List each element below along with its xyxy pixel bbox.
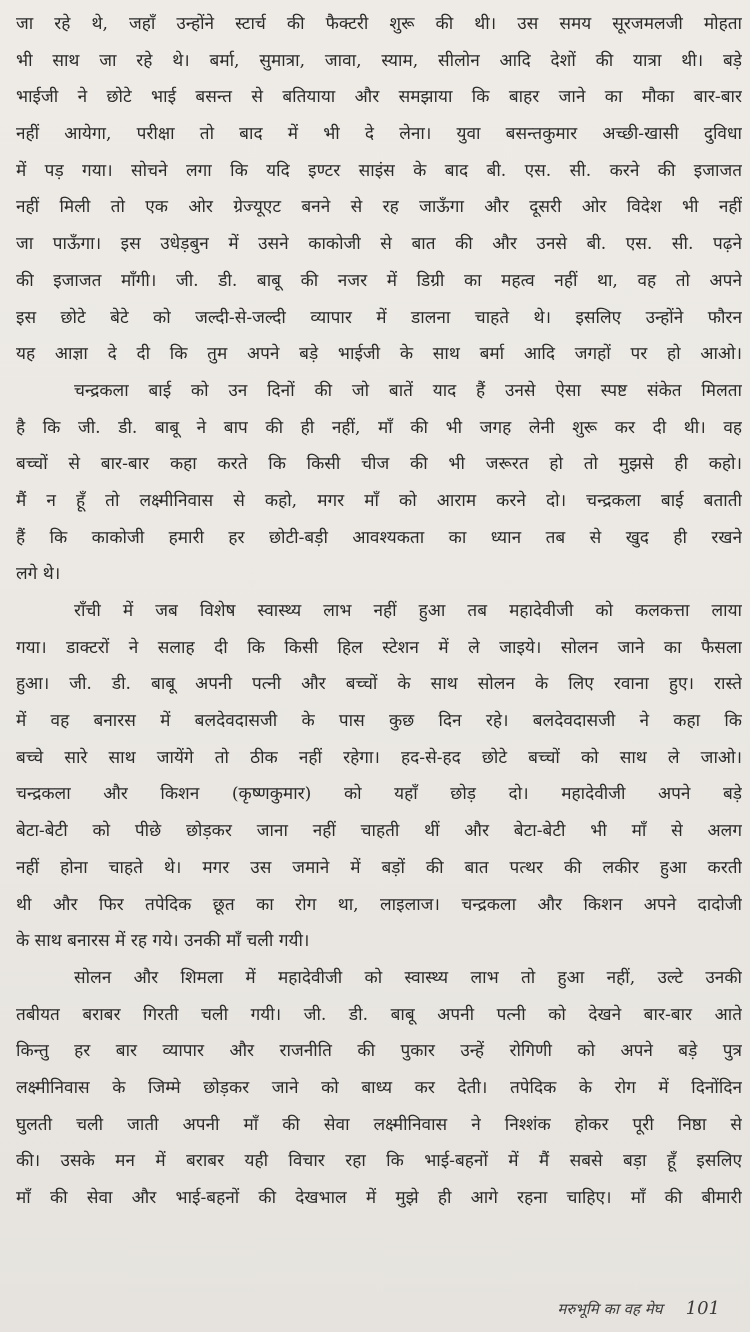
text-line: में वह बनारस में बलदेवदासजी के पास कुछ दिन रहे। बलदेवदासजी ने कहा कि — [16, 711, 742, 732]
page-footer — [557, 1298, 720, 1319]
text-line: माँ की सेवा और भाई-बहनों की देखभाल में मुझे ही आगे रहना चाहिए। माँ की बीमारी — [16, 1188, 742, 1208]
text-line: मैं न हूँ तो लक्ष्मीनिवास से कहो, मगर माँ को आराम करने दो। चन्द्रकला बाई बताती — [16, 490, 742, 511]
text-line: की इजाजत माँगी। जी. डी. बाबू की नजर में डिग्री का महत्व नहीं था, वह तो अपने — [16, 270, 742, 291]
text-line: घुलती चली जाती अपनी माँ की सेवा लक्ष्मीनिवास ने निश्शंक होकर पूरी निष्ठा से — [16, 1114, 742, 1135]
text-line: की। उसके मन में बराबर यही विचार रहा कि भाई-बहनों में मैं सबसे बड़ा हूँ इसलिए — [16, 1151, 742, 1172]
running-head: मरुभूमि का वह मेघ — [557, 1300, 663, 1318]
paragraph — [16, 960, 742, 1217]
text-line: बच्चे सारे साथ जायेंगे तो ठीक नहीं रहेगा। हद-से-हद छोटे बच्चों को साथ ले जाओ। — [16, 747, 742, 768]
text-line: गया। डाक्टरों ने सलाह दी कि किसी हिल स्टेशन में ले जाइये। सोलन जाने का फैसला — [16, 637, 742, 658]
text-line: हैं कि काकोजी हमारी हर छोटी-बड़ी आवश्यकता का ध्यान तब से खुद ही रखने — [16, 527, 742, 548]
text-line: बेटा-बेटी को पीछे छोड़कर जाना नहीं चाहती थीं और बेटा-बेटी भी माँ से अलग — [16, 821, 742, 842]
text-line: किन्तु हर बार व्यापार और राजनीति की पुकार उन्हें रोगिणी को अपने बड़े पुत्र — [16, 1041, 742, 1062]
text-line: लगे थे। — [16, 564, 61, 585]
text-line: में पड़ गया। सोचने लगा कि यदि इण्टर साइंस के बाद बी. एस. सी. करने की इजाजत — [16, 160, 742, 181]
text-line: तबीयत बराबर गिरती चली गयी। जी. डी. बाबू अपनी पत्नी को देखने बार-बार आते — [16, 1004, 742, 1025]
text-line: के साथ बनारस में रह गये। उनकी माँ चली गयी। — [16, 931, 310, 952]
text-line: लक्ष्मीनिवास के जिम्मे छोड़कर जाने को बाध्य कर देती। तपेदिक के रोग में दिनोंदिन — [16, 1077, 742, 1098]
text-line: थी और फिर तपेदिक छूत का रोग था, लाइलाज। चन्द्रकला और किशन अपने दादोजी — [16, 894, 742, 915]
text-line: नहीं आयेगा, परीक्षा तो बाद में भी दे लेना। युवा बसन्तकुमार अच्छी-खासी दुविधा — [16, 124, 742, 145]
text-line: चन्द्रकला और किशन (कृष्णकुमार) को यहाँ छोड़ दो। महादेवीजी अपने बड़े — [16, 784, 742, 805]
text-line: चन्द्रकला बाई को उन दिनों की जो बातें याद हैं उनसे ऐसा स्पष्ट संकेत मिलता — [74, 380, 742, 401]
text-line: नहीं मिली तो एक ओर ग्रेज्यूएट बनने से रह जाऊँगा और दूसरी ओर विदेश भी नहीं — [16, 197, 742, 218]
body-text — [16, 6, 742, 1217]
page-number: 101 — [685, 1298, 720, 1319]
text-line: भाईजी ने छोटे भाई बसन्त से बतियाया और समझाया कि बाहर जाने का मौका बार-बार — [16, 87, 742, 108]
paragraph — [16, 6, 742, 373]
text-line: है कि जी. डी. बाबू ने बाप की ही नहीं, माँ की भी जगह लेनी शुरू कर दी थी। वह — [16, 417, 742, 438]
text-line: भी साथ जा रहे थे। बर्मा, सुमात्रा, जावा, स्याम, सीलोन आदि देशों की यात्रा थी। बड़े — [16, 50, 742, 71]
text-line: जा रहे थे, जहाँ उन्होंने स्टार्च की फैक्टरी शुरू की थी। उस समय सूरजमलजी मोहता — [16, 14, 742, 34]
paragraph — [16, 593, 742, 960]
text-line: सोलन और शिमला में महादेवीजी को स्वास्थ्य लाभ तो हुआ नहीं, उल्टे उनकी — [74, 967, 742, 988]
text-line: जा पाऊँगा। इस उधेड़बुन में उसने काकोजी से बात की और उनसे बी. एस. सी. पढ़ने — [16, 234, 742, 255]
text-line: हुआ। जी. डी. बाबू अपनी पत्नी और बच्चों के साथ सोलन के लिए रवाना हुए। रास्ते — [16, 674, 742, 695]
text-line: राँची में जब विशेष स्वास्थ्य लाभ नहीं हुआ तब महादेवीजी को कलकत्ता लाया — [74, 601, 742, 621]
paragraph — [16, 373, 742, 593]
text-line: इस छोटे बेटे को जल्दी-से-जल्दी व्यापार में डालना चाहते थे। इसलिए उन्होंने फौरन — [16, 307, 742, 328]
text-line: यह आज्ञा दे दी कि तुम अपने बड़े भाईजी के साथ बर्मा आदि जगहों पर हो आओ। — [16, 344, 742, 365]
text-line: बच्चों से बार-बार कहा करते कि किसी चीज की भी जरूरत हो तो मुझसे ही कहो। — [16, 454, 742, 475]
text-line: नहीं होना चाहते थे। मगर उस जमाने में बड़ों की बात पत्थर की लकीर हुआ करती — [16, 857, 742, 878]
